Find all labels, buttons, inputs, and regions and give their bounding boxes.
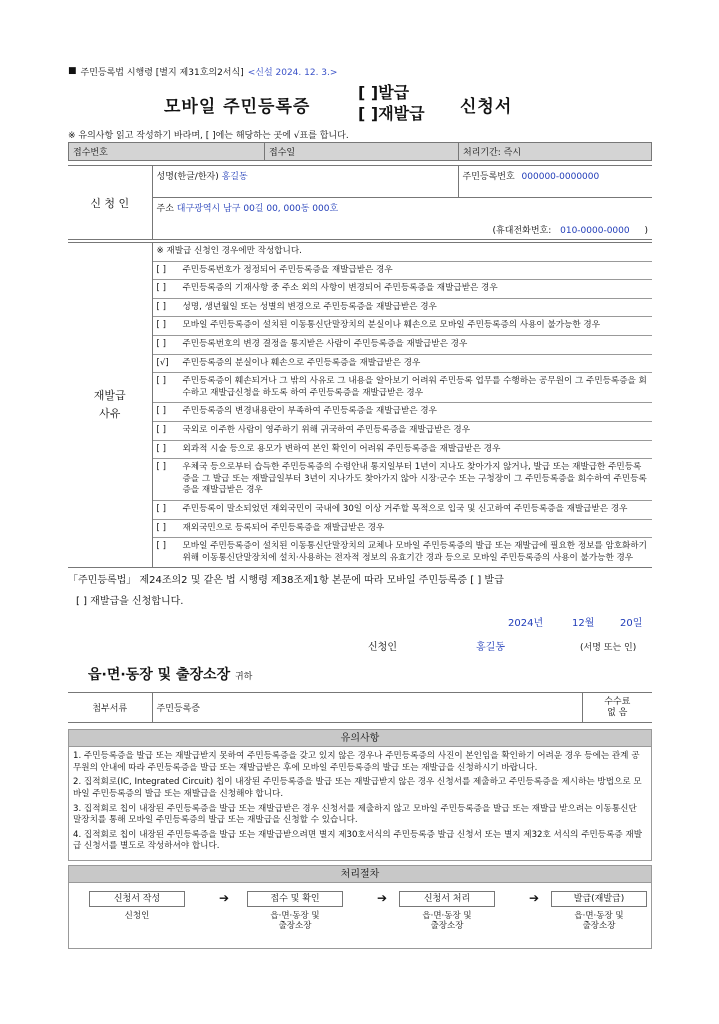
reissue-label-line1: 재발급 (93, 389, 126, 403)
caution-item: 1. 주민등록증을 발급 또는 재발급받지 못하여 주민등록증을 갖고 있지 않은 경우나 주민등록증의 사진이 본인임을 확인하기 어려운 경우 등에는 관계 공무원의 안내에 따라 주민등록증을 발급 또는 재발급받은 후에 모바일 주민등록증의 발급 또는 재발급을 신청하시기 바랍니다. (73, 751, 640, 773)
procedure-actor-line2: 출장소장 (430, 921, 464, 932)
application-statement (68, 570, 652, 612)
reissue-reason-text: 모바일 주민등록증이 설치된 이동통신단말장치의 교체나 모바일 주민등록증의 발급 또는 재발급에 필요한 정보를 암호화하기 위해 이동통신단말장치에 설치·사용하는 전자적 정보의 유효기간 경과 등으로 모바일 주민등록증의 사용이 불가능한 경우 (182, 541, 647, 563)
statement-line1: 「주민등록법」 제24조의2 및 같은 법 시행령 제38조제1항 본문에 따라 모바일 주민등록증 [ ] 발급 (68, 575, 504, 587)
addressee-suffix: 귀하 (234, 672, 253, 683)
signature-name[interactable]: 홍길동 (476, 642, 505, 654)
signature-label: 신청인 (368, 642, 397, 654)
reissue-reason-item[interactable] (153, 373, 653, 403)
reissue-table (68, 242, 652, 568)
fee-value: 없 음 (607, 707, 628, 718)
reissue-reason-text: 주민등록번호의 변경 결정을 통지받은 사람이 주민등록증을 재발급받은 경우 (182, 338, 468, 349)
procedure-actor-line1: 읍·면·동장 및 (270, 911, 320, 922)
reissue-reason-text: 주민등록이 말소되었던 재외국민이 국내에 30일 이상 거주할 목적으로 입국 및 신고하여 주민등록증을 재발급받은 경우 (182, 503, 628, 514)
reissue-reason-text: 우체국 등으로부터 습득한 주민등록증의 수령안내 통지일부터 1년이 지나도 찾아가지 않거나, 발급 또는 재발급한 주민등록증을 그 발급 또는 재발급일부터 3년이 지나가도 찾아가지 않아 시장·군수 또는 구청장이 그 주민등록증을 회수하여 주민등록증을 재발급받은 경우 (182, 462, 647, 496)
reissue-reason-text: 성명, 생년월일 또는 성별의 변경으로 주민등록증을 재발급받은 경우 (182, 301, 437, 312)
title-option-issue[interactable]: [ ]발급 (358, 83, 410, 102)
procedure-step-box: 신청서 처리 (399, 891, 495, 907)
checkbox[interactable]: [ ] (156, 522, 166, 533)
procedure-step-actor (89, 911, 185, 921)
reissue-reason-item[interactable] (153, 501, 653, 520)
applicant-table (68, 165, 652, 240)
checkbox[interactable]: [ ] (156, 376, 166, 387)
reissue-reason-item[interactable] (153, 538, 653, 567)
address-value: 대구광역시 남구 00길 00, 000동 000호 (176, 204, 339, 214)
phone-label: (휴대전화번호: (492, 226, 552, 236)
rrn-label: 주민등록번호 (462, 172, 515, 182)
address-label: 주소 (156, 204, 174, 214)
reissue-reason-text: 주민등록증의 기재사항 중 주소 외의 사항이 변경되어 주민등록증을 재발급받은 경우 (182, 283, 498, 294)
phone-line (493, 223, 648, 236)
instruction-note: ※ 유의사항 읽고 작성하기 바라며, [ ]에는 해당하는 곳에 √표를 합니다. (68, 131, 349, 141)
fee-label: 수수료 (604, 696, 631, 707)
date-row (68, 612, 652, 634)
checkbox[interactable]: [ ] (156, 424, 166, 435)
reissue-reason-item[interactable] (153, 336, 653, 355)
cautions-heading: 유의사항 (68, 729, 652, 747)
arrow-right-icon: ➔ (377, 891, 388, 906)
reissue-reason-text: 국외로 이주한 사람이 영주하기 위해 귀국하여 주민등록증을 재발급받은 경우 (182, 424, 471, 435)
procedure-actor-line1: 읍·면·동장 및 (422, 911, 472, 922)
rrn-value: 000000-0000000 (521, 172, 600, 182)
reissue-reason-text: 주민등록증의 분실이나 훼손으로 주민등록증을 재발급받은 경우 (182, 357, 421, 368)
procedure-step-actor (399, 911, 495, 931)
checked-checkbox[interactable]: [√] (156, 357, 169, 368)
form-header (68, 64, 652, 78)
signature-row (68, 634, 652, 656)
caution-item: 2. 집적회로(IC, Integrated Circuit) 칩이 내장된 주민등록증을 발급 또는 재발급받지 않은 경우 신청서를 제출하고 주민등록증을 제시하는 방법으로 모바일 주민등록증의 발급 또는 재발급을 신청해야 합니다. (73, 777, 642, 800)
reissue-reason-text: 주민등록증의 변경내용란이 부족하여 주민등록증을 재발급받은 경우 (182, 406, 437, 417)
reissue-reason-item[interactable] (153, 422, 653, 441)
reissue-instruction: ※ 재발급 신청인 경우에만 작성합니다. (153, 243, 653, 262)
reissue-reason-text: 재외국민으로 등록되어 주민등록증을 재발급받은 경우 (182, 522, 385, 533)
phone-close: ) (644, 226, 648, 236)
checkbox[interactable]: [ ] (156, 283, 166, 294)
attachment-value: 주민등록증 (152, 693, 582, 723)
procedure-step-box: 발급(재발급) (551, 891, 647, 907)
title-main: 모바일 주민등록증 (164, 97, 311, 117)
arrow-right-icon: ➔ (219, 891, 230, 906)
checkbox[interactable]: [ ] (156, 541, 166, 552)
revision-note: <신설 2024. 12. 3.> (247, 67, 338, 78)
date-day[interactable]: 20일 (620, 618, 643, 630)
checkbox[interactable]: [ ] (156, 443, 166, 454)
reissue-reasons (152, 243, 652, 568)
procedure-heading: 처리절차 (68, 865, 652, 883)
procedure-actor-line2: 출장소장 (582, 921, 616, 932)
reissue-reason-text: 주민등록번호가 정정되어 주민등록증을 재발급받은 경우 (182, 264, 393, 275)
reissue-reason-text: 외과적 시술 등으로 용모가 변하여 본인 확인이 어려워 주민등록증을 재발급받은 경우 (182, 443, 501, 454)
procedure-step-box: 신청서 작성 (89, 891, 185, 907)
reissue-section-label (68, 243, 152, 568)
reissue-reason-item[interactable] (153, 520, 653, 539)
procedure-step-box: 접수 및 확인 (247, 891, 343, 907)
reissue-reason-item[interactable] (153, 403, 653, 422)
reissue-reason-item[interactable] (153, 299, 653, 318)
reissue-reason-text: 주민등록증이 훼손되거나 그 밖의 사유로 그 내용을 알아보기 어려워 주민등록 업무를 수행하는 공무원이 그 주민등록증을 회수하고 재발급신청을 하도록 하여 주민등록증을 재발급받은 경우 (182, 376, 647, 398)
reissue-label-line2: 사유 (99, 407, 121, 421)
reissue-reason-item[interactable] (153, 262, 653, 281)
addressee-main: 읍·면·동장 및 출장소장 (88, 667, 231, 684)
title-tail: 신청서 (460, 97, 513, 117)
procedure-flow (68, 883, 652, 949)
title-option-reissue[interactable]: [ ]재발급 (358, 104, 425, 123)
date-month[interactable]: 12월 (572, 618, 595, 630)
addressee (68, 664, 652, 686)
cautions-list (68, 747, 652, 861)
procedure-actor-line2: 출장소장 (278, 921, 312, 932)
receipt-number-label: 접수번호 (69, 143, 265, 161)
statement-line2: [ ] 재발급을 신청합니다. (76, 596, 184, 608)
checkbox[interactable]: [ ] (156, 264, 166, 275)
reissue-reason-item[interactable] (153, 441, 653, 460)
square-bullet: ■ (68, 66, 77, 76)
phone-value: 010-0000-0000 (560, 226, 630, 236)
checkbox[interactable]: [ ] (156, 503, 166, 514)
procedure-actor-line1: 신청인 (124, 911, 150, 922)
name-value: 홍길동 (221, 172, 248, 182)
reissue-reason-item[interactable] (153, 280, 653, 299)
reissue-reason-text: 모바일 주민등록증이 설치된 이동통신단말장치의 분실이나 훼손으로 모바일 주민등록증의 사용이 불가능한 경우 (182, 320, 600, 331)
form-title (68, 82, 652, 126)
attachment-table (68, 692, 652, 723)
rrn-cell[interactable] (458, 166, 652, 198)
checkbox[interactable]: [ ] (156, 406, 166, 417)
applicant-section-label: 신 청 인 (68, 166, 152, 240)
signature-note: (서명 또는 인) (580, 643, 637, 654)
law-reference: 주민등록법 시행령 [별지 제31호의2서식] (80, 67, 244, 78)
checkbox[interactable]: [ ] (156, 462, 166, 473)
checkbox[interactable]: [ ] (156, 301, 166, 312)
address-cell[interactable] (152, 198, 652, 240)
date-year[interactable]: 2024년 (508, 618, 544, 630)
arrow-right-icon: ➔ (529, 891, 540, 906)
processing-period: 처리기간: 즉시 (459, 143, 652, 161)
fee-cell (582, 693, 652, 723)
checkbox[interactable]: [ ] (156, 320, 166, 331)
reissue-reason-item[interactable] (153, 355, 653, 374)
checkbox[interactable]: [ ] (156, 338, 166, 349)
name-label: 성명(한글/한자) (156, 172, 219, 182)
reissue-reason-item[interactable] (153, 317, 653, 336)
procedure-actor-line1: 읍·면·동장 및 (574, 911, 624, 922)
receipt-date-label: 접수일 (265, 143, 459, 161)
caution-item: 3. 집적회로 칩이 내장된 주민등록증을 발급 또는 재발급받은 경우 신청서를 제출하지 않고 모바일 주민등록증을 발급 또는 재발급 받으려는 이동통신단말장치를 통해 모바일 주민등록증의 발급 또는 재발급을 신청할 수 있습니다. (73, 803, 637, 826)
caution-item: 4. 집적회로 칩이 내장된 주민등록증을 발급 또는 재발급받으려면 별지 제30호서식의 주민등록증 발급 신청서 또는 별지 제32호 서식의 주민등록증 재발급 신청서를 별도로 작성하셔야 합니다. (73, 829, 643, 852)
name-cell[interactable] (152, 166, 458, 198)
procedure-step-actor (551, 911, 647, 931)
attachment-label: 첨부서류 (68, 693, 152, 723)
title-options (358, 82, 425, 124)
procedure-step-actor (247, 911, 343, 931)
application-form (68, 64, 652, 949)
reissue-reason-item[interactable] (153, 459, 653, 501)
receipt-table (68, 142, 652, 161)
